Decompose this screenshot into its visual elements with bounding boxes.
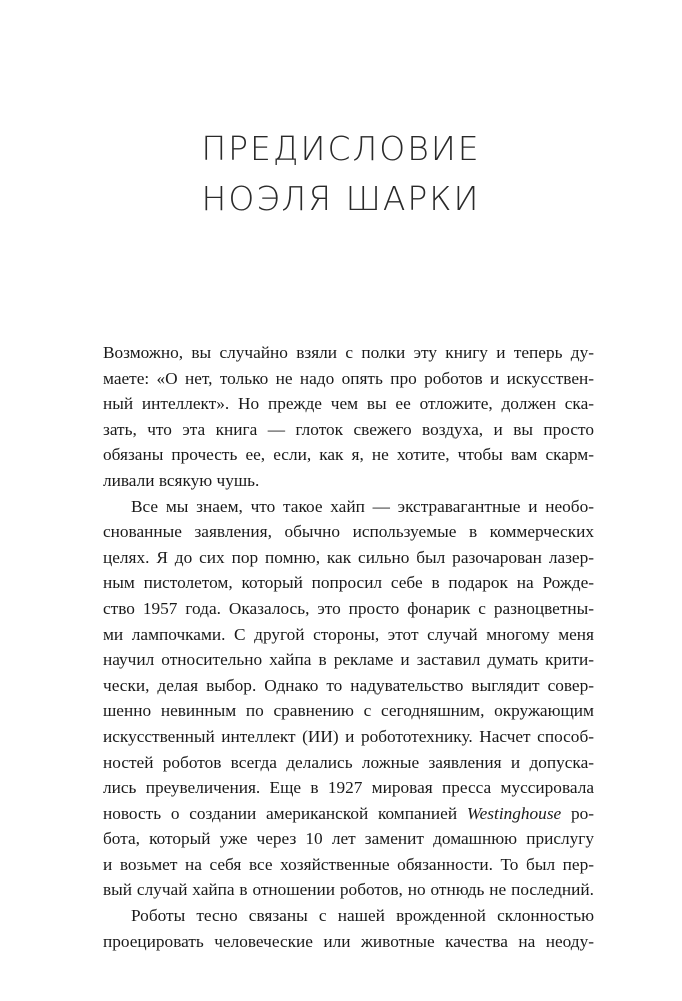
text-line: бота, который уже через 10 лет заменит домашнюю прислугу — [103, 829, 594, 849]
paragraph-2 — [103, 494, 594, 904]
text-line: чески, делая выбор. Однако то надувательство выглядит совер- — [103, 675, 594, 695]
chapter-title — [0, 124, 682, 224]
text-line: искусственный интеллект (ИИ) и робототехнику. Насчет способ- — [103, 726, 594, 746]
text-line: целях. Я до сих пор помню, как сильно был разочарован лазер- — [103, 547, 594, 567]
chapter-title-line-1: ПРЕДИСЛОВИЕ — [201, 129, 481, 168]
text-line: ми лампочками. С другой стороны, этот случай многому меня — [103, 624, 594, 644]
chapter-title-line-2: НОЭЛЯ ШАРКИ — [201, 179, 481, 218]
text-line: шенно невинным по сравнению с сегодняшним, окружающим — [103, 701, 594, 721]
text-line: зать, что эта книга — глоток свежего воздуха, и вы просто — [103, 419, 594, 439]
text-line: Возможно, вы случайно взяли с полки эту книгу и теперь ду- — [103, 343, 594, 362]
text-line: Роботы тесно связаны с нашей врожденной склонностью — [131, 906, 594, 926]
text-line: научил относительно хайпа в рекламе и заставил думать крити- — [103, 650, 594, 670]
text-line-with-italic — [103, 801, 594, 827]
text-line: Все мы знаем, что такое хайп — экстравагантные и необо- — [131, 496, 594, 516]
text-line: проецировать человеческие или животные качества на неоду- — [103, 931, 594, 951]
italic-company-name: Westinghouse — [466, 803, 562, 823]
paragraph-3 — [103, 903, 594, 954]
text-line: и возьмет на себя все хозяйственные обязанности. То был пер- — [103, 854, 594, 874]
text-line: лись преувеличения. Еще в 1927 мировая пресса муссировала — [103, 778, 594, 798]
text-line: вый случай хайпа в отношении роботов, но отнюдь не последний. — [103, 880, 594, 900]
text-line: снованные заявления, обычно используемые в коммерческих — [103, 522, 594, 542]
text-segment: новость о создании американской компанией — [103, 803, 458, 823]
text-line: ство 1957 года. Оказалось, это просто фонарик с разноцветны- — [103, 598, 594, 618]
text-line: обязаны прочесть ее, если, как я, не хотите, чтобы вам скарм- — [103, 445, 594, 465]
text-segment: ро- — [570, 803, 594, 823]
text-line: маете: «О нет, только не надо опять про роботов и искусствен- — [103, 368, 594, 388]
body-text — [103, 340, 594, 954]
text-line: ностей роботов всегда делались ложные заявления и допуска- — [103, 752, 594, 772]
paragraph-1 — [103, 340, 594, 494]
text-line: ливали всякую чушь. — [103, 470, 260, 490]
text-line: ный интеллект». Но прежде чем вы ее отложите, должен ска- — [103, 394, 594, 414]
text-line: ным пистолетом, который попросил себе в подарок на Рожде- — [103, 573, 594, 593]
